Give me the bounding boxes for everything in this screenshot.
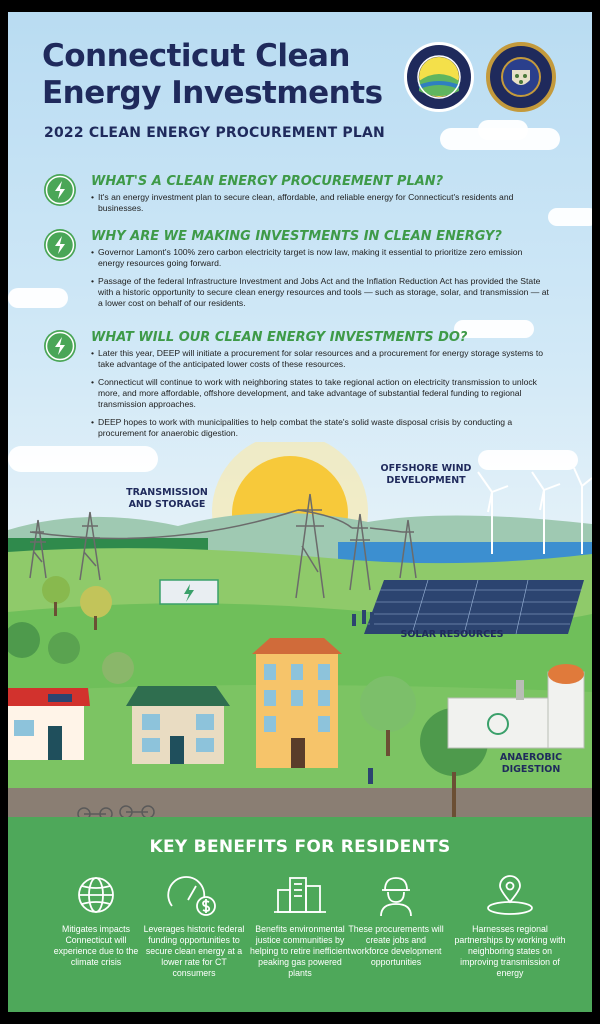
infographic-poster bbox=[8, 12, 592, 1012]
label-offshore-wind bbox=[366, 463, 486, 487]
city-buildings-icon bbox=[272, 872, 328, 918]
bullet-item: • Later this year, DEEP will initiate a procurement for solar resources and a procurement for energy storage systems to take advantage of the anticipated lower costs of these resources. bbox=[91, 348, 551, 370]
benefit-item bbox=[44, 872, 148, 968]
key-benefits-panel bbox=[8, 817, 592, 1012]
lightning-bolt-icon bbox=[44, 330, 76, 362]
benefit-text: Mitigates impacts Connecticut will experience due to the climate crisis bbox=[53, 924, 139, 967]
cloud bbox=[548, 208, 592, 226]
solar-panel-array bbox=[364, 580, 584, 634]
label-transmission-storage bbox=[112, 487, 222, 511]
bullet-item: • It's an energy investment plan to secure clean, affordable, and reliable energy for Connecticut's residents and businesses. bbox=[91, 192, 551, 214]
title-line-2: Energy Investments bbox=[42, 75, 383, 111]
bullet-list bbox=[91, 192, 551, 221]
lightning-bolt-icon bbox=[44, 229, 76, 261]
section-heading: WHY ARE WE MAKING INVESTMENTS IN CLEAN ENERGY? bbox=[91, 229, 502, 244]
label-line: DEVELOPMENT bbox=[386, 475, 466, 486]
house-red-roof bbox=[8, 688, 90, 760]
section-what-investments-do bbox=[44, 330, 554, 450]
benefit-item bbox=[248, 872, 352, 979]
apartment-building bbox=[252, 638, 342, 768]
map-pin-network-icon bbox=[482, 872, 538, 918]
section-why-invest bbox=[44, 229, 554, 329]
page-title bbox=[42, 38, 412, 112]
globe-icon bbox=[73, 872, 119, 918]
label-line: TRANSMISSION bbox=[126, 487, 208, 498]
label-line: DIGESTION bbox=[501, 764, 561, 775]
label-line: SOLAR RESOURCES bbox=[400, 629, 504, 640]
bullet-item: • Passage of the federal Infrastructure Investment and Jobs Act and the Inflation Reduction Act has provided the State with a historic opportunity to secure clean energy resources and tools — such as storage, solar, and transmission — at a lower cost on behalf of our residents. bbox=[91, 276, 551, 309]
bullet-list bbox=[91, 247, 551, 316]
page-subtitle: 2022 CLEAN ENERGY PROCUREMENT PLAN bbox=[44, 125, 385, 141]
section-heading: WHAT WILL OUR CLEAN ENERGY INVESTMENTS DO? bbox=[91, 330, 468, 345]
benefit-item bbox=[142, 872, 246, 979]
section-what-is-plan bbox=[44, 174, 554, 224]
label-line: AND STORAGE bbox=[128, 499, 206, 510]
gauge-dollar-icon bbox=[166, 872, 222, 918]
section-heading: WHAT'S A CLEAN ENERGY PROCUREMENT PLAN? bbox=[91, 174, 444, 189]
benefit-text: Benefits environmental justice communities by helping to retire inefficient peaking gas powered plants bbox=[249, 924, 351, 978]
cloud bbox=[478, 120, 528, 140]
bullet-item: • Connecticut will continue to work with neighboring states to take regional action on electricity transmission to unlock more, and more affordable, offshore development, and take advantage of substantial federal funding to regional transmission approaches. bbox=[91, 377, 551, 410]
label-anaerobic-digestion bbox=[486, 752, 576, 776]
label-line: ANAEROBIC bbox=[499, 752, 563, 763]
bullet-item: • Governor Lamont's 100% zero carbon electricity target is now law, making it essential to prioritize zero emission energy resources going forward. bbox=[91, 247, 551, 269]
bullet-list bbox=[91, 348, 551, 446]
benefit-text: Leverages historic federal funding opportunities to secure clean energy at a lower rate for CT consumers bbox=[143, 924, 245, 978]
label-line: OFFSHORE WIND bbox=[380, 463, 472, 474]
deep-seal-logo bbox=[404, 42, 474, 112]
bullet-item: • DEEP hopes to work with municipalities to help combat the state's solid waste disposal crisis by conducting a procurement for anaerobic digestion. bbox=[91, 417, 551, 439]
benefit-text: These procurements will create jobs and workforce development opportunities bbox=[348, 924, 444, 967]
house-green-roof bbox=[126, 686, 230, 764]
label-solar-resources bbox=[392, 629, 512, 641]
benefit-item bbox=[454, 872, 566, 979]
governor-seal-logo bbox=[486, 42, 556, 112]
benefit-text: Harnesses regional partnerships by working with neighboring states on improving transmission of energy bbox=[454, 924, 566, 978]
benefits-title: KEY BENEFITS FOR RESIDENTS bbox=[149, 837, 451, 857]
worker-hardhat-icon bbox=[373, 872, 419, 918]
lightning-bolt-icon bbox=[44, 174, 76, 206]
benefit-item bbox=[348, 872, 444, 968]
title-line-1: Connecticut Clean bbox=[42, 38, 350, 74]
